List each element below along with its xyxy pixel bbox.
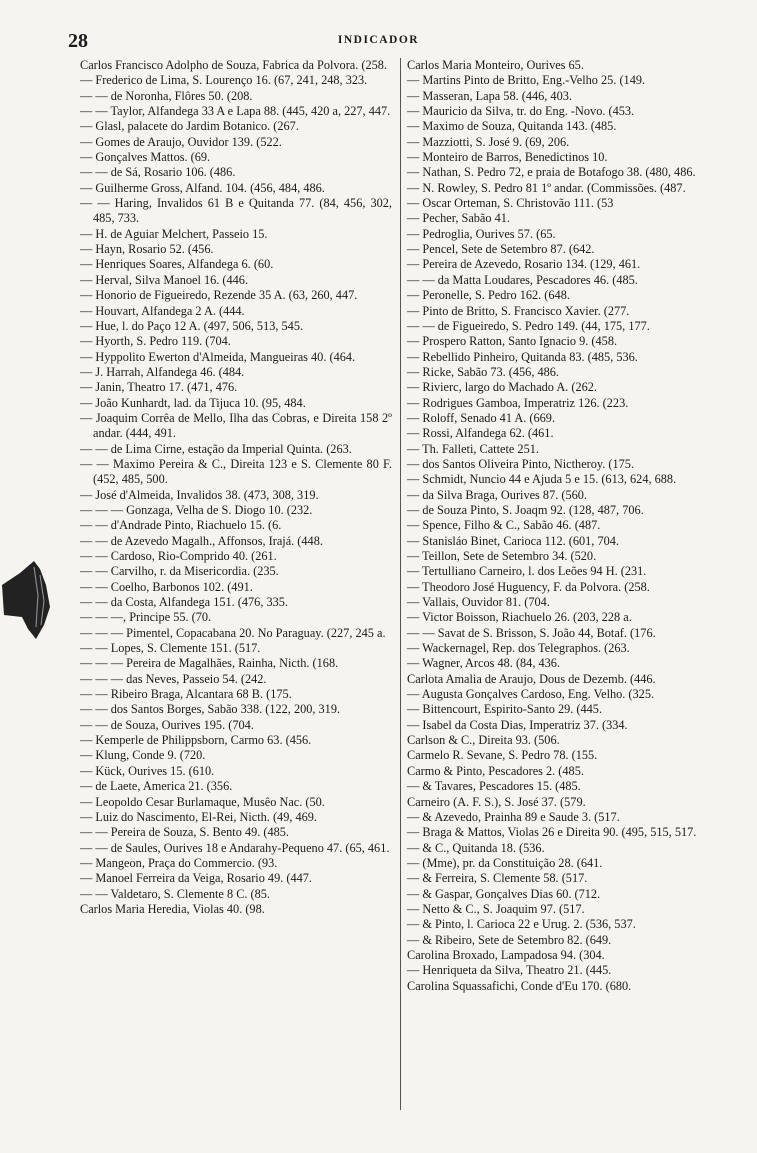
directory-entry: — Oscar Orteman, S. Christovão 111. (53 (407, 196, 614, 211)
directory-entry: — J. Harrah, Alfandega 46. (484. (80, 364, 245, 379)
directory-entry: — Pencel, Sete de Setembro 87. (642. (407, 242, 595, 257)
right-column (407, 58, 723, 994)
column-divider (400, 58, 401, 1110)
directory-entry: — — Coelho, Barbonos 102. (491. (80, 579, 253, 594)
directory-entry: — Stanisláo Binet, Carioca 112. (601, 704. (407, 533, 619, 548)
directory-entry: — — — Gonzaga, Velha de S. Diogo 10. (232. (80, 502, 313, 517)
directory-entry: — Tertulliano Carneiro, l. dos Leões 94 H. (231. (407, 564, 647, 579)
directory-entry: — & Azevedo, Prainha 89 e Saude 3. (517. (407, 809, 620, 824)
directory-entry: — — Lopes, S. Clemente 151. (517. (80, 641, 261, 656)
directory-entry: — Leopoldo Cesar Burlamaque, Musêo Nac. (50. (80, 794, 325, 809)
directory-entry: — & C., Quitanda 18. (536. (407, 840, 545, 855)
directory-entry: — Pecher, Sabão 41. (407, 211, 510, 226)
directory-entry: — Frederico de Lima, S. Lourenço 16. (67, 241, 248, 323. (80, 73, 368, 88)
margin-ink-blot (0, 555, 54, 645)
page-number: 28 (68, 30, 88, 52)
directory-entry: — de Souza Pinto, S. Joaqm 92. (128, 487, 706. (407, 502, 644, 517)
directory-entry: — Bittencourt, Espirito-Santo 29. (445. (407, 702, 603, 717)
directory-entry: — Herval, Silva Manoel 16. (446. (80, 272, 249, 287)
directory-entry: — — Savat de S. Brisson, S. João 44, Botaf. (176. (407, 625, 656, 640)
directory-entry: — — Haring, Invalidos 61 B e Quitanda 77. (84, 456, 302, 485, 733. (80, 196, 392, 226)
directory-entry: — Pinto de Britto, S. Francisco Xavier. (277. (407, 303, 630, 318)
directory-entry: — Roloff, Senado 41 A. (669. (407, 410, 556, 425)
directory-entry: — — de Lima Cirne, estação da Imperial Quinta. (263. (80, 441, 352, 456)
directory-entry: — João Kunhardt, lad. da Tijuca 10. (95, 484. (80, 395, 306, 410)
directory-entry: Carolina Broxado, Lampadosa 94. (304. (407, 947, 605, 962)
directory-entry: — Rossi, Alfandega 62. (461. (407, 426, 554, 441)
directory-entry: — Isabel da Costa Dias, Imperatriz 37. (334. (407, 717, 628, 732)
directory-entry: — Spence, Filho & C., Sabão 46. (487. (407, 518, 601, 533)
directory-entry: — Vallais, Ouvidor 81. (704. (407, 595, 550, 610)
directory-entry: — Rodrigues Gamboa, Imperatriz 126. (223. (407, 395, 629, 410)
directory-entry: — Schmidt, Nuncio 44 e Ajuda 5 e 15. (613, 624, 688. (407, 472, 677, 487)
directory-entry: — Rivierc, largo do Machado A. (262. (407, 380, 597, 395)
directory-entry: — Nathan, S. Pedro 72, e praia de Botafogo 38. (480, 486. (407, 165, 696, 180)
directory-entry: — — dos Santos Borges, Sabão 338. (122, 200, 319. (80, 702, 341, 717)
directory-entry: — Martins Pinto de Britto, Eng.-Velho 25. (149. (407, 73, 646, 88)
directory-entry: — Kemperle de Philippsborn, Carmo 63. (456. (80, 733, 312, 748)
directory-entry: — Hyppolito Ewerton d'Almeida, Mangueiras 40. (464. (80, 349, 356, 364)
directory-entry: — Theodoro José Huguency, F. da Polvora. (258. (407, 579, 650, 594)
running-head: INDICADOR (337, 34, 420, 46)
directory-entry: — Gomes de Araujo, Ouvidor 139. (522. (80, 134, 282, 149)
directory-entry: — — — Pimentel, Copacabana 20. No Paraguay. (227, 245 a. (80, 625, 386, 640)
directory-entry: — Maximo de Souza, Quitanda 143. (485. (407, 119, 617, 134)
directory-entry: — Teillon, Sete de Setembro 34. (520. (407, 549, 597, 563)
directory-entry: — Masseran, Lapa 58. (446, 403. (407, 88, 572, 103)
directory-entry: — Wackernagel, Rep. dos Telegraphos. (263. (407, 641, 630, 656)
directory-entry: — — de Azevedo Magalh., Affonsos, Irajá. (448. (80, 533, 323, 548)
directory-entry: — Augusta Gonçalves Cardoso, Eng. Velho. (325. (407, 687, 655, 702)
directory-entry: — Th. Falleti, Cattete 251. (407, 441, 539, 456)
directory-entry: — & Gaspar, Gonçalves Dias 60. (712. (407, 886, 601, 901)
directory-entry: Carlos Maria Heredia, Violas 40. (98. (80, 901, 265, 916)
directory-entry: — — da Matta Loudares, Pescadores 46. (485. (407, 272, 638, 287)
directory-entry: — Hyorth, S. Pedro 119. (704. (80, 334, 231, 349)
directory-entry: — H. de Aguiar Melchert, Passeio 15. (80, 226, 268, 241)
directory-entry: — dos Santos Oliveira Pinto, Nictheroy. (175. (407, 456, 635, 471)
directory-entry: — — da Costa, Alfandega 151. (476, 335. (80, 595, 288, 610)
directory-entry: — — Taylor, Alfandega 33 A e Lapa 88. (445, 420 a, 227, 447. (80, 104, 391, 119)
directory-entry: — Mauricio da Silva, tr. do Eng. -Novo. (453. (407, 104, 635, 119)
directory-entry: — Prospero Ratton, Santo Ignacio 9. (458. (407, 334, 618, 349)
directory-entry: — Mangeon, Praça do Commercio. (93. (80, 855, 278, 870)
directory-entry: — Monteiro de Barros, Benedictinos 10. (407, 150, 608, 165)
directory-entry: — — Ribeiro Braga, Alcantara 68 B. (175. (80, 687, 292, 702)
directory-entry: — Houvart, Alfandega 2 A. (444. (80, 303, 245, 318)
directory-entry: — Peronelle, S. Pedro 162. (648. (407, 288, 570, 303)
directory-entry: — Gonçalves Mattos. (69. (80, 150, 211, 165)
directory-entry: — — de Noronha, Flôres 50. (208. (80, 88, 253, 103)
directory-entry: — Netto & C., S. Joaquim 97. (517. (407, 901, 585, 916)
directory-entry: — — —, Principe 55. (70. (80, 610, 212, 625)
directory-entry: — Honorio de Figueiredo, Rezende 35 A. (63, 260, 447. (80, 288, 358, 303)
directory-entry: — Joaquim Corrêa de Mello, Ilha das Cobras, e Direita 158 2º andar. (444, 491. (80, 410, 392, 441)
directory-entry: Carlson & C., Direita 93. (506. (407, 733, 560, 748)
directory-entry: — Hue, l. do Paço 12 A. (497, 506, 513, 545. (80, 318, 304, 333)
directory-entry: — — — Pereira de Magalhães, Rainha, Nicth. (168. (80, 656, 339, 671)
directory-entry: — — d'Andrade Pinto, Riachuelo 15. (6. (80, 518, 282, 533)
directory-entry: — & Ribeiro, Sete de Setembro 82. (649. (407, 932, 612, 947)
directory-entry: — Guilherme Gross, Alfand. 104. (456, 484, 486. (80, 180, 325, 195)
directory-entry: — & Ferreira, S. Clemente 58. (517. (407, 871, 588, 886)
directory-entry: Carlota Amalia de Araujo, Dous de Dezemb. (446. (407, 671, 656, 686)
directory-entry: — Pedroglia, Ourives 57. (65. (407, 226, 556, 241)
directory-entry: — Henriqueta da Silva, Theatro 21. (445. (407, 963, 612, 978)
directory-entry: Carmo & Pinto, Pescadores 2. (485. (407, 763, 584, 778)
directory-entry: Carlos Maria Monteiro, Ourives 65. (407, 58, 584, 72)
directory-entry: — — Carvilho, r. da Misericordia. (235. (80, 564, 279, 579)
directory-entry: — Klung, Conde 9. (720. (80, 748, 206, 763)
directory-entry: — Kück, Ourives 15. (610. (80, 763, 215, 778)
directory-entry: — — Cardoso, Rio-Comprido 40. (261. (80, 549, 277, 563)
directory-entry: — Victor Boisson, Riachuelo 26. (203, 228 a. (407, 610, 632, 625)
directory-entry: — N. Rowley, S. Pedro 81 1º andar. (Commissões. (487. (407, 180, 686, 195)
left-column (80, 58, 392, 917)
directory-entry: — José d'Almeida, Invalidos 38. (473, 308, 319. (80, 487, 319, 502)
directory-entry: — — de Saules, Ourives 18 e Andarahy-Pequeno 47. (65, 461. (80, 840, 390, 855)
directory-entry: — Henriques Soares, Alfandega 6. (60. (80, 257, 274, 272)
directory-entry: — Hayn, Rosario 52. (456. (80, 242, 214, 257)
directory-entry: — Glasl, palacete do Jardim Botanico. (267. (80, 119, 299, 134)
directory-entry: — de Laete, America 21. (356. (80, 779, 233, 794)
directory-entry: — — Maximo Pereira & C., Direita 123 e S. Clemente 80 F. (452, 485, 500. (80, 456, 392, 487)
directory-entry: Carmelo R. Sevane, S. Pedro 78. (155. (407, 748, 598, 763)
directory-entry: — — Pereira de Souza, S. Bento 49. (485. (80, 825, 290, 840)
directory-entry: — Rebellido Pinheiro, Quitanda 83. (485, 536. (407, 349, 638, 364)
directory-entry: — Pereira de Azevedo, Rosario 134. (129, 461. (407, 257, 641, 272)
directory-entry: — Braga & Mattos, Violas 26 e Direita 90. (495, 515, 517. (407, 825, 697, 840)
directory-entry: — & Pinto, l. Carioca 22 e Urug. 2. (536, 537. (407, 917, 636, 932)
directory-entry: — — de Sá, Rosario 106. (486. (80, 165, 236, 180)
directory-entry: — — de Souza, Ourives 195. (704. (80, 717, 254, 732)
directory-entry: — Manoel Ferreira da Veiga, Rosario 49. (447. (80, 871, 312, 886)
directory-entry: Carneiro (A. F. S.), S. José 37. (579. (407, 794, 586, 809)
directory-entry: — Luiz do Nascimento, El-Rei, Nicth. (49, 469. (80, 809, 318, 824)
directory-entry: — da Silva Braga, Ourives 87. (560. (407, 487, 587, 502)
directory-entry: — Ricke, Sabão 73. (456, 486. (407, 364, 559, 379)
directory-entry: — — — das Neves, Passeio 54. (242. (80, 671, 267, 686)
directory-entry: — Janin, Theatro 17. (471, 476. (80, 380, 238, 395)
directory-entry: — — de Figueiredo, S. Pedro 149. (44, 175, 177. (407, 318, 650, 333)
directory-entry: — (Mme), pr. da Constituição 28. (641. (407, 855, 603, 870)
directory-entry: — — Valdetaro, S. Clemente 8 C. (85. (80, 886, 271, 901)
directory-entry: — Mazziotti, S. José 9. (69, 206. (407, 134, 570, 149)
directory-entry: Carolina Squassafichi, Conde d'Eu 170. (680. (407, 978, 632, 993)
directory-entry: — Wagner, Arcos 48. (84, 436. (407, 656, 561, 671)
directory-entry: Carlos Francisco Adolpho de Souza, Fabrica da Polvora. (258. (80, 58, 388, 72)
directory-entry: — & Tavares, Pescadores 15. (485. (407, 779, 581, 794)
